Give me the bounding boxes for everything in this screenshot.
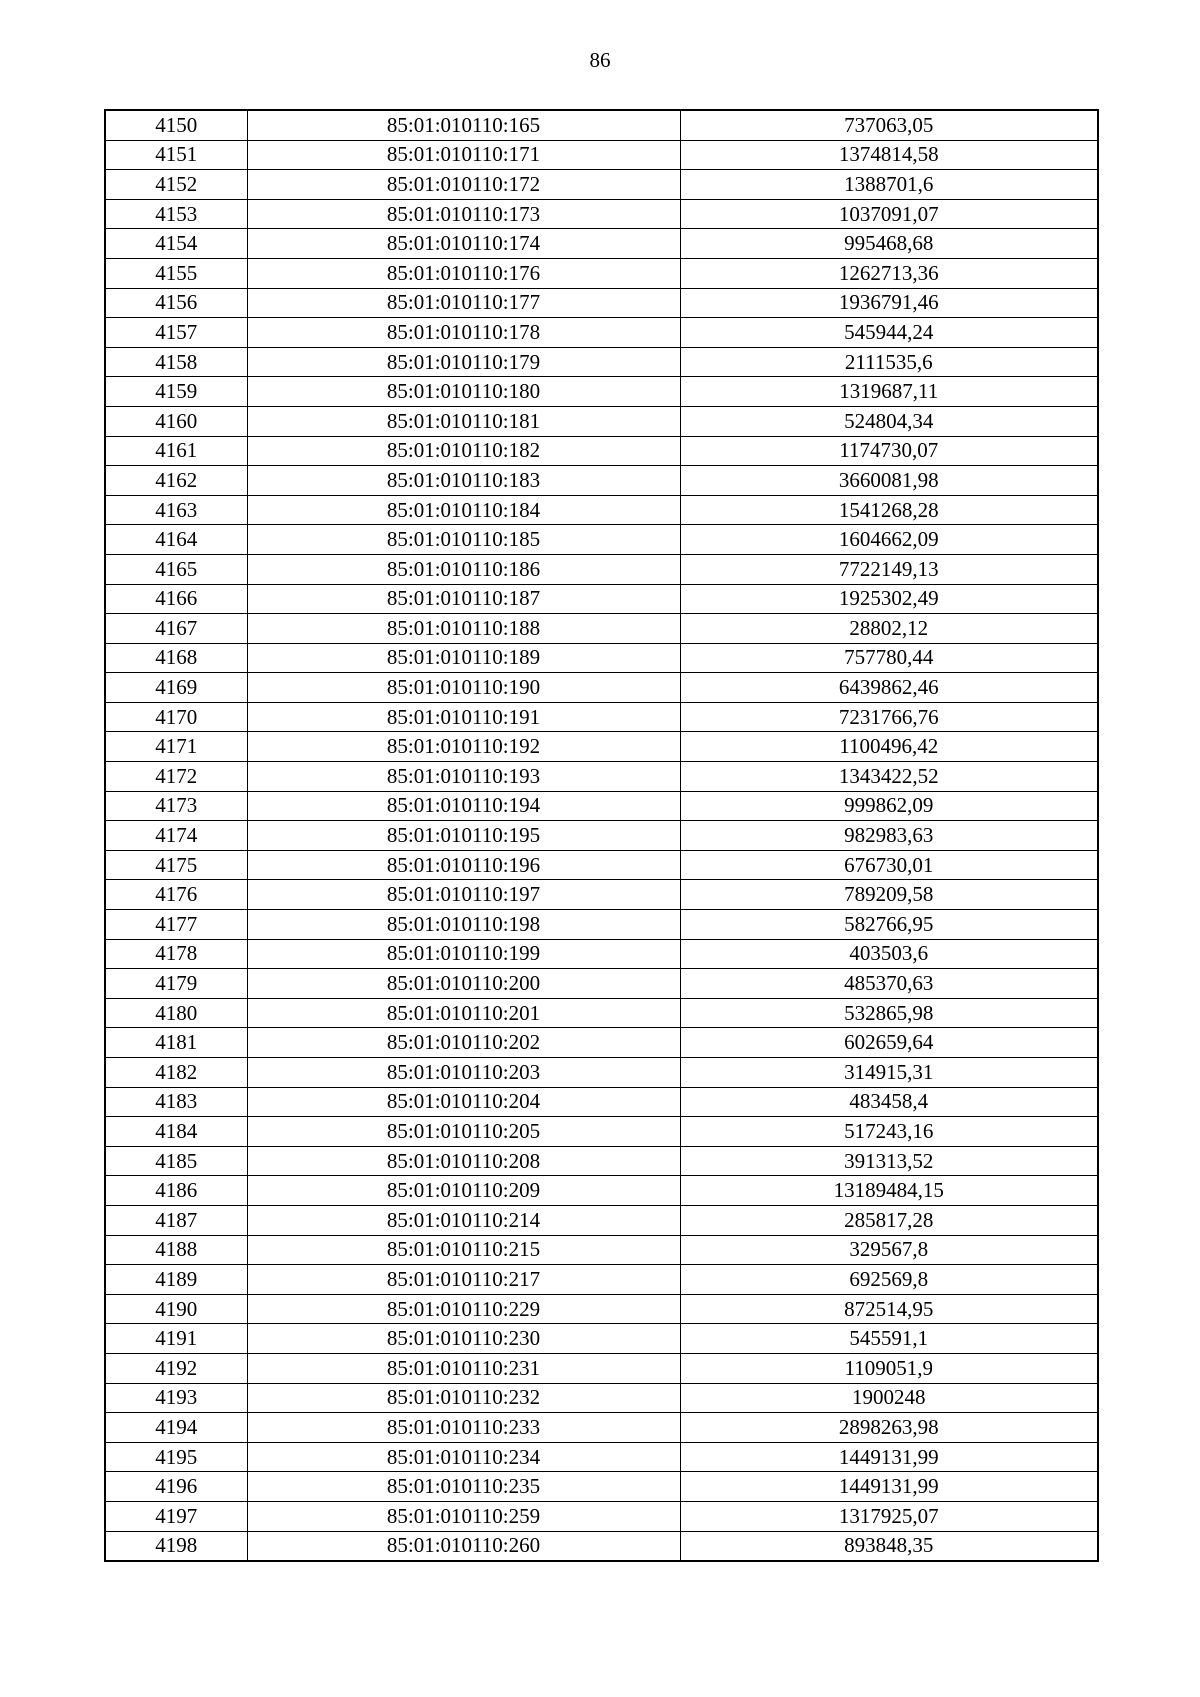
item-number-cell: 4150 [105,110,247,140]
item-number-cell: 4193 [105,1383,247,1413]
table-row [105,1413,1098,1443]
cadastral-number-cell: 85:01:010110:178 [247,318,680,348]
item-number-cell: 4163 [105,495,247,525]
item-number-cell: 4167 [105,614,247,644]
item-number-cell: 4184 [105,1117,247,1147]
item-number-cell: 4185 [105,1146,247,1176]
cadastral-number-cell: 85:01:010110:176 [247,258,680,288]
item-number-cell: 4174 [105,821,247,851]
value-cell: 1374814,58 [680,140,1098,170]
value-cell: 2898263,98 [680,1413,1098,1443]
table-row [105,347,1098,377]
cadastral-number-cell: 85:01:010110:188 [247,614,680,644]
table-row [105,673,1098,703]
table-row [105,1205,1098,1235]
table-row [105,821,1098,851]
value-cell: 872514,95 [680,1294,1098,1324]
value-cell: 545944,24 [680,318,1098,348]
table-row [105,1235,1098,1265]
value-cell: 1925302,49 [680,584,1098,614]
cadastral-number-cell: 85:01:010110:231 [247,1353,680,1383]
table-row [105,1176,1098,1206]
table-row [105,229,1098,259]
table-row [105,466,1098,496]
table-row [105,554,1098,584]
table-row [105,110,1098,140]
table-row [105,525,1098,555]
item-number-cell: 4162 [105,466,247,496]
value-cell: 517243,16 [680,1117,1098,1147]
value-cell: 1262713,36 [680,258,1098,288]
item-number-cell: 4154 [105,229,247,259]
value-cell: 329567,8 [680,1235,1098,1265]
table-row [105,614,1098,644]
value-cell: 1936791,46 [680,288,1098,318]
item-number-cell: 4192 [105,1353,247,1383]
value-cell: 403503,6 [680,939,1098,969]
cadastral-number-cell: 85:01:010110:172 [247,170,680,200]
table-row [105,910,1098,940]
value-cell: 982983,63 [680,821,1098,851]
value-cell: 602659,64 [680,1028,1098,1058]
value-cell: 314915,31 [680,1058,1098,1088]
value-cell: 692569,8 [680,1265,1098,1295]
value-cell: 676730,01 [680,850,1098,880]
item-number-cell: 4191 [105,1324,247,1354]
cadastral-number-cell: 85:01:010110:217 [247,1265,680,1295]
cadastral-number-cell: 85:01:010110:234 [247,1442,680,1472]
cadastral-number-cell: 85:01:010110:209 [247,1176,680,1206]
value-cell: 995468,68 [680,229,1098,259]
value-cell: 999862,09 [680,791,1098,821]
item-number-cell: 4182 [105,1058,247,1088]
cadastral-number-cell: 85:01:010110:232 [247,1383,680,1413]
register-table [104,109,1099,1562]
value-cell: 582766,95 [680,910,1098,940]
item-number-cell: 4183 [105,1087,247,1117]
item-number-cell: 4195 [105,1442,247,1472]
item-number-cell: 4189 [105,1265,247,1295]
cadastral-number-cell: 85:01:010110:194 [247,791,680,821]
cadastral-number-cell: 85:01:010110:215 [247,1235,680,1265]
item-number-cell: 4159 [105,377,247,407]
value-cell: 1541268,28 [680,495,1098,525]
cadastral-number-cell: 85:01:010110:196 [247,850,680,880]
item-number-cell: 4198 [105,1531,247,1561]
cadastral-number-cell: 85:01:010110:165 [247,110,680,140]
cadastral-number-cell: 85:01:010110:186 [247,554,680,584]
item-number-cell: 4170 [105,702,247,732]
item-number-cell: 4164 [105,525,247,555]
cadastral-number-cell: 85:01:010110:197 [247,880,680,910]
value-cell: 13189484,15 [680,1176,1098,1206]
table-row [105,1265,1098,1295]
item-number-cell: 4194 [105,1413,247,1443]
table-row [105,1531,1098,1561]
cadastral-number-cell: 85:01:010110:187 [247,584,680,614]
cadastral-number-cell: 85:01:010110:184 [247,495,680,525]
cadastral-number-cell: 85:01:010110:214 [247,1205,680,1235]
item-number-cell: 4181 [105,1028,247,1058]
item-number-cell: 4156 [105,288,247,318]
table-row [105,584,1098,614]
item-number-cell: 4176 [105,880,247,910]
table-row [105,880,1098,910]
value-cell: 1449131,99 [680,1442,1098,1472]
value-cell: 1900248 [680,1383,1098,1413]
item-number-cell: 4177 [105,910,247,940]
table-row [105,1324,1098,1354]
item-number-cell: 4190 [105,1294,247,1324]
item-number-cell: 4152 [105,170,247,200]
table-row [105,1353,1098,1383]
item-number-cell: 4171 [105,732,247,762]
item-number-cell: 4155 [105,258,247,288]
table-row [105,199,1098,229]
cadastral-number-cell: 85:01:010110:204 [247,1087,680,1117]
item-number-cell: 4153 [105,199,247,229]
value-cell: 2111535,6 [680,347,1098,377]
cadastral-number-cell: 85:01:010110:173 [247,199,680,229]
value-cell: 1388701,6 [680,170,1098,200]
value-cell: 7722149,13 [680,554,1098,584]
table-row [105,1442,1098,1472]
value-cell: 524804,34 [680,406,1098,436]
value-cell: 285817,28 [680,1205,1098,1235]
value-cell: 1319687,11 [680,377,1098,407]
value-cell: 893848,35 [680,1531,1098,1561]
cadastral-number-cell: 85:01:010110:182 [247,436,680,466]
cadastral-number-cell: 85:01:010110:171 [247,140,680,170]
value-cell: 1343422,52 [680,762,1098,792]
table-row [105,1117,1098,1147]
table-row [105,170,1098,200]
item-number-cell: 4197 [105,1501,247,1531]
item-number-cell: 4166 [105,584,247,614]
value-cell: 1037091,07 [680,199,1098,229]
cadastral-number-cell: 85:01:010110:198 [247,910,680,940]
value-cell: 1604662,09 [680,525,1098,555]
cadastral-number-cell: 85:01:010110:195 [247,821,680,851]
cadastral-number-cell: 85:01:010110:191 [247,702,680,732]
table-row [105,732,1098,762]
item-number-cell: 4196 [105,1472,247,1502]
table-row [105,643,1098,673]
cadastral-number-cell: 85:01:010110:205 [247,1117,680,1147]
item-number-cell: 4157 [105,318,247,348]
cadastral-number-cell: 85:01:010110:259 [247,1501,680,1531]
table-row [105,1028,1098,1058]
cadastral-number-cell: 85:01:010110:192 [247,732,680,762]
cadastral-number-cell: 85:01:010110:183 [247,466,680,496]
cadastral-number-cell: 85:01:010110:233 [247,1413,680,1443]
table-row [105,495,1098,525]
cadastral-number-cell: 85:01:010110:201 [247,998,680,1028]
item-number-cell: 4179 [105,969,247,999]
item-number-cell: 4165 [105,554,247,584]
cadastral-number-cell: 85:01:010110:185 [247,525,680,555]
cadastral-number-cell: 85:01:010110:235 [247,1472,680,1502]
value-cell: 757780,44 [680,643,1098,673]
item-number-cell: 4188 [105,1235,247,1265]
item-number-cell: 4161 [105,436,247,466]
table-row [105,258,1098,288]
value-cell: 7231766,76 [680,702,1098,732]
value-cell: 1109051,9 [680,1353,1098,1383]
value-cell: 1100496,42 [680,732,1098,762]
value-cell: 789209,58 [680,880,1098,910]
value-cell: 532865,98 [680,998,1098,1028]
cadastral-number-cell: 85:01:010110:177 [247,288,680,318]
cadastral-number-cell: 85:01:010110:199 [247,939,680,969]
cadastral-number-cell: 85:01:010110:208 [247,1146,680,1176]
cadastral-number-cell: 85:01:010110:203 [247,1058,680,1088]
cadastral-number-cell: 85:01:010110:200 [247,969,680,999]
item-number-cell: 4172 [105,762,247,792]
table-row [105,1383,1098,1413]
table-row [105,762,1098,792]
item-number-cell: 4187 [105,1205,247,1235]
value-cell: 28802,12 [680,614,1098,644]
item-number-cell: 4158 [105,347,247,377]
cadastral-number-cell: 85:01:010110:190 [247,673,680,703]
value-cell: 1317925,07 [680,1501,1098,1531]
cadastral-number-cell: 85:01:010110:189 [247,643,680,673]
table-row [105,850,1098,880]
item-number-cell: 4169 [105,673,247,703]
table-row [105,288,1098,318]
table-row [105,1472,1098,1502]
value-cell: 1449131,99 [680,1472,1098,1502]
item-number-cell: 4178 [105,939,247,969]
item-number-cell: 4168 [105,643,247,673]
cadastral-number-cell: 85:01:010110:260 [247,1531,680,1561]
register-table-body [105,110,1098,1561]
value-cell: 737063,05 [680,110,1098,140]
item-number-cell: 4160 [105,406,247,436]
item-number-cell: 4151 [105,140,247,170]
table-row [105,1294,1098,1324]
table-row [105,791,1098,821]
cadastral-number-cell: 85:01:010110:202 [247,1028,680,1058]
table-row [105,939,1098,969]
item-number-cell: 4180 [105,998,247,1028]
table-row [105,1501,1098,1531]
table-row [105,436,1098,466]
table-row [105,318,1098,348]
table-row [105,140,1098,170]
value-cell: 6439862,46 [680,673,1098,703]
value-cell: 483458,4 [680,1087,1098,1117]
cadastral-number-cell: 85:01:010110:179 [247,347,680,377]
item-number-cell: 4175 [105,850,247,880]
value-cell: 485370,63 [680,969,1098,999]
cadastral-number-cell: 85:01:010110:193 [247,762,680,792]
value-cell: 3660081,98 [680,466,1098,496]
item-number-cell: 4173 [105,791,247,821]
cadastral-number-cell: 85:01:010110:174 [247,229,680,259]
value-cell: 1174730,07 [680,436,1098,466]
page-number: 86 [589,48,611,72]
table-row [105,998,1098,1028]
table-row [105,969,1098,999]
cadastral-number-cell: 85:01:010110:180 [247,377,680,407]
cadastral-number-cell: 85:01:010110:230 [247,1324,680,1354]
item-number-cell: 4186 [105,1176,247,1206]
table-row [105,406,1098,436]
table-row [105,377,1098,407]
value-cell: 391313,52 [680,1146,1098,1176]
value-cell: 545591,1 [680,1324,1098,1354]
table-row [105,1087,1098,1117]
table-row [105,702,1098,732]
cadastral-number-cell: 85:01:010110:181 [247,406,680,436]
table-row [105,1058,1098,1088]
cadastral-number-cell: 85:01:010110:229 [247,1294,680,1324]
table-row [105,1146,1098,1176]
